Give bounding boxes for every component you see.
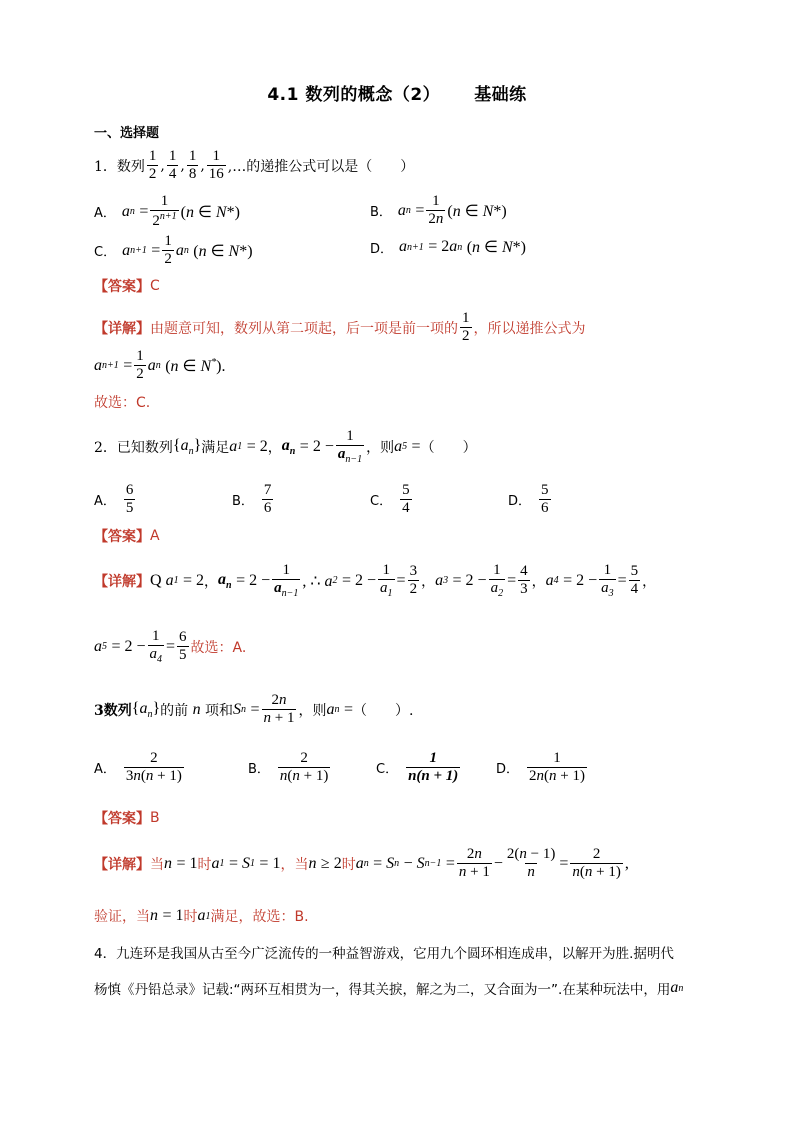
q2-option-d: D． $\frac{5}{6}$ — [508, 482, 549, 517]
q2-option-b: B． $\frac{7}{6}$ — [232, 482, 272, 517]
q3-answer: 【答案】 B — [94, 810, 160, 827]
q1-option-c: C． a n+1 = $\frac{1}{2}$ a n (n ∈ N*) — [94, 233, 253, 268]
q3-option-c: C． $\frac{1}{n(n + 1)}$ — [376, 750, 459, 785]
page-title — [0, 80, 794, 105]
q4-line-2: 杨慎《丹铅总录》记载:“两环互相贯为一，得其关捩，解之为二，又合面为一”.在某种玩法中，用 a n — [94, 979, 684, 998]
q2-option-a: A． $\frac{6}{5}$ — [94, 482, 134, 517]
title-main: 4.1 数列的概念（2） — [267, 85, 441, 105]
q1-option-a: A． a n = $\frac{1}{2^{n+1}}$ (n ∈ N*) — [94, 193, 240, 230]
q3-stem: 3数列 $\{a_n\}$ 的前 n 项和 S n = $\frac{2n}{n + 1}$ ，则 a n = （ ）. — [94, 692, 414, 727]
q2-detail-end: a 5 = 2 − $\frac{1}{a_4}$ = $\frac{6}{5}$ 故选：A. — [94, 628, 247, 666]
q3-verify: 验证，当 n = 1 时 a 1 满足，故选：B. — [94, 907, 309, 925]
q3-option-d: D． $\frac{1}{2n(n + 1)}$ — [496, 750, 585, 785]
q1-detail: 【详解】 由题意可知，数列从第二项起，后一项是前一项的 $\frac{1}{2}$ ，所以递推公式为 — [94, 310, 586, 345]
q1-option-d: D． a n+1 = 2 a n (n ∈ N*) — [370, 238, 526, 257]
q2-stem: 2．已知数列 $\{a_n\}$ 满足 a 1 = 2 ， $a_n$ = 2 − $\frac{1}{a_{n-1}}$ ，则 a 5 = （ ） — [94, 428, 477, 466]
q2-option-c: C． $\frac{5}{4}$ — [370, 482, 410, 517]
q1-stem: 1．数列 $\frac{1}{2}$ , $\frac{1}{4}$ , $\frac{1}{8}$ , $\frac{1}{16}$ ,…的递推公式可以是（ ） — [94, 148, 415, 183]
q4-line-1: 4．九连环是我国从古至今广泛流传的一种益智游戏，它用九个圆环相连成串，以解开为胜.据明代 — [94, 946, 674, 962]
section-heading: 一、选择题 — [94, 126, 160, 141]
q3-option-a: A． $\frac{2}{3n(n + 1)}$ — [94, 750, 182, 785]
title-sub: 基础练 — [474, 85, 527, 105]
q3-option-b: B． $\frac{2}{n(n + 1)}$ — [248, 750, 329, 785]
q3-detail: 【详解】 当 n = 1 时 a 1 = S 1 = 1 ，当 n ≥ 2 时 a n = S n − S n−1 = $\frac{2n}{n + 1}$ − $\frac{2(n - 1)}{n}$ = $\frac{2}{n(n + 1)}$ , — [94, 846, 629, 881]
q1-answer: 【答案】 C — [94, 278, 160, 295]
q2-detail: 【详解】 Q a 1 = 2 ， $a_n$ = 2 − $\frac{1}{a_{n-1}}$ , ∴ a 2 = 2 − $\frac{1}{a_1}$ = $\frac{3}{2}$ ， a 3 = 2 − $\frac{1}{a_2}$ = $\frac{4}{3}$ ， a 4 = 2 − $\frac{1}{a_3}$ = $\frac{5}{4}$ ， — [94, 562, 657, 600]
q1-option-b: B． a n = $\frac{1}{2n}$ (n ∈ N*) — [370, 193, 507, 228]
q1-conclusion: 故选：C. — [94, 395, 151, 411]
q2-answer: 【答案】 A — [94, 528, 160, 545]
q1-recurrence: a n+1 = $\frac{1}{2}$ a n (n ∈ N*). — [94, 348, 226, 383]
